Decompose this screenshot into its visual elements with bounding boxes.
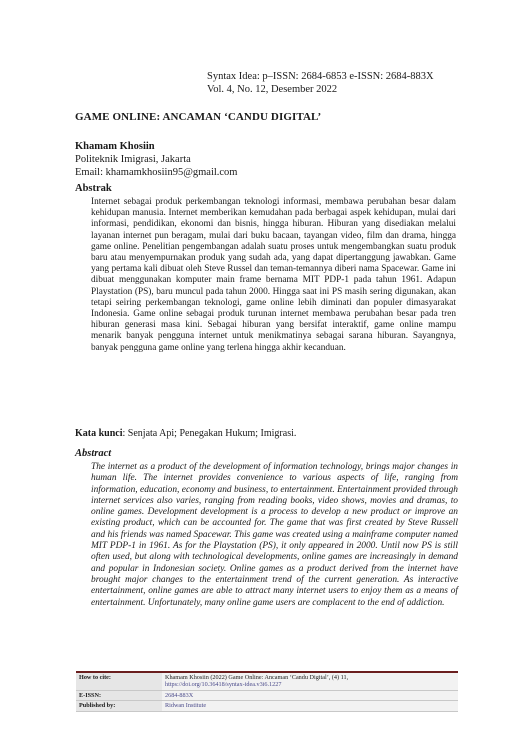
cite-label: How to cite: — [76, 672, 162, 690]
publisher-row — [76, 701, 458, 711]
author-name: Khamam Khosiin — [75, 141, 155, 152]
keywords-label: Kata kunci — [75, 428, 123, 439]
publisher-value[interactable]: Ridwan Institute — [162, 701, 458, 711]
author-affiliation: Politeknik Imigrasi, Jakarta — [75, 154, 191, 165]
eissn-label: E-ISSN: — [76, 690, 162, 700]
keywords-text: : Senjata Api; Penegakan Hukum; Imigrasi. — [122, 428, 297, 439]
journal-issn: Syntax Idea: p–ISSN: 2684-6853 e-ISSN: 2684-883X — [207, 71, 434, 82]
publisher-label: Published by: — [76, 701, 162, 711]
abstrak-body: Internet sebagai produk perkembangan teknologi informasi, membawa perubahan besar dalam kehidupan manusia. Internet memberikan kemudahan pada berbagai aspek kehidupan, mulai dari informasi, pendidikan, ekonomi dan bisnis, hingga hiburan. Hiburan yang disediakan melalui layanan internet pun beragam, mulai dari buku bacaan, tayangan video, film dan drama, hingga game online. Penelitian pengembangan adalah suatu proses untuk mengembangkan suatu produk baru atau menyempurnakan produk yang sudah ada, yang dapat dipertanggung jawabkan. Game yang pertama kali dibuat oleh Steve Russel dan teman-temannya diberi nama Spacewar. Game ini dibuat menggunakan komputer main frame bernama MIT PDP-1 pada tahun 1961. Adapun Playstation (PS), baru muncul pada tahun 2000. Hingga saat ini PS masih sering digunakan, akan tetapi seiring perkembangan teknologi, game online lebih diminati dan populer dimasyarakat Indonesia. Game online sebagai produk turunan internet membawa perubahan besar pada tren hiburan generasi masa kini. Sebagai hiburan yang bersifat interaktif, game online mampu menarik banyak pengguna internet untuk menikmatinya sebagai sarana hiburan. Sayangnya, banyak pengguna game online yang terlena hingga akhir kecanduan. — [91, 197, 456, 353]
eissn-value[interactable]: 2684-883X — [162, 690, 458, 700]
abstrak-heading: Abstrak — [75, 183, 112, 194]
citation-table — [76, 671, 458, 712]
journal-volume: Vol. 4, No. 12, Desember 2022 — [207, 84, 338, 95]
cite-doi-link[interactable]: https://doi.org/10.36418/syntax-idea.v3i6.1227 — [165, 681, 282, 689]
eissn-row — [76, 690, 458, 700]
citation-row — [76, 672, 458, 690]
abstract-heading: Abstract — [75, 448, 112, 459]
abstract-body: The internet as a product of the development of information technology, brings major changes in human life. The internet provides convenience to various aspects of life, ranging from information, education, economy and business, to entertainment. Entertainment provided through internet services also varies, ranging from reading books, video shows, movies and dramas, to online games. Development development is a process to develop a new product or improve an existing product, which can be accounted for. The game that was first created by Steve Russell and his friends was named Spacewar. This game was created using a mainframe computer named MIT PDP-1 in 1961. As for the Playstation (PS), it only appeared in 2000. Until now PS is still often used, but along with technological developments, online games are increasingly in demand and popular in Indonesian society. Online games as a product derived from the internet have brought major changes to the entertainment trend of the current generation. As interactive entertainment, online games are able to attract many internet users to enjoy them as a means of entertainment. Unfortunately, many online game users are complacent to the end of addiction. — [91, 462, 458, 608]
cite-value: Khamam Khosiin (2022) Game Online: Ancaman ‘Candu Digital’, (4) 11, — [165, 674, 349, 681]
keywords-line — [75, 428, 296, 439]
journal-header — [207, 70, 434, 96]
paper-title: GAME ONLINE: ANCAMAN ‘CANDU DIGITAL’ — [75, 111, 322, 123]
cite-value-cell — [162, 672, 458, 690]
author-block — [75, 140, 237, 179]
author-email: Email: khamamkhosiin95@gmail.com — [75, 167, 238, 178]
